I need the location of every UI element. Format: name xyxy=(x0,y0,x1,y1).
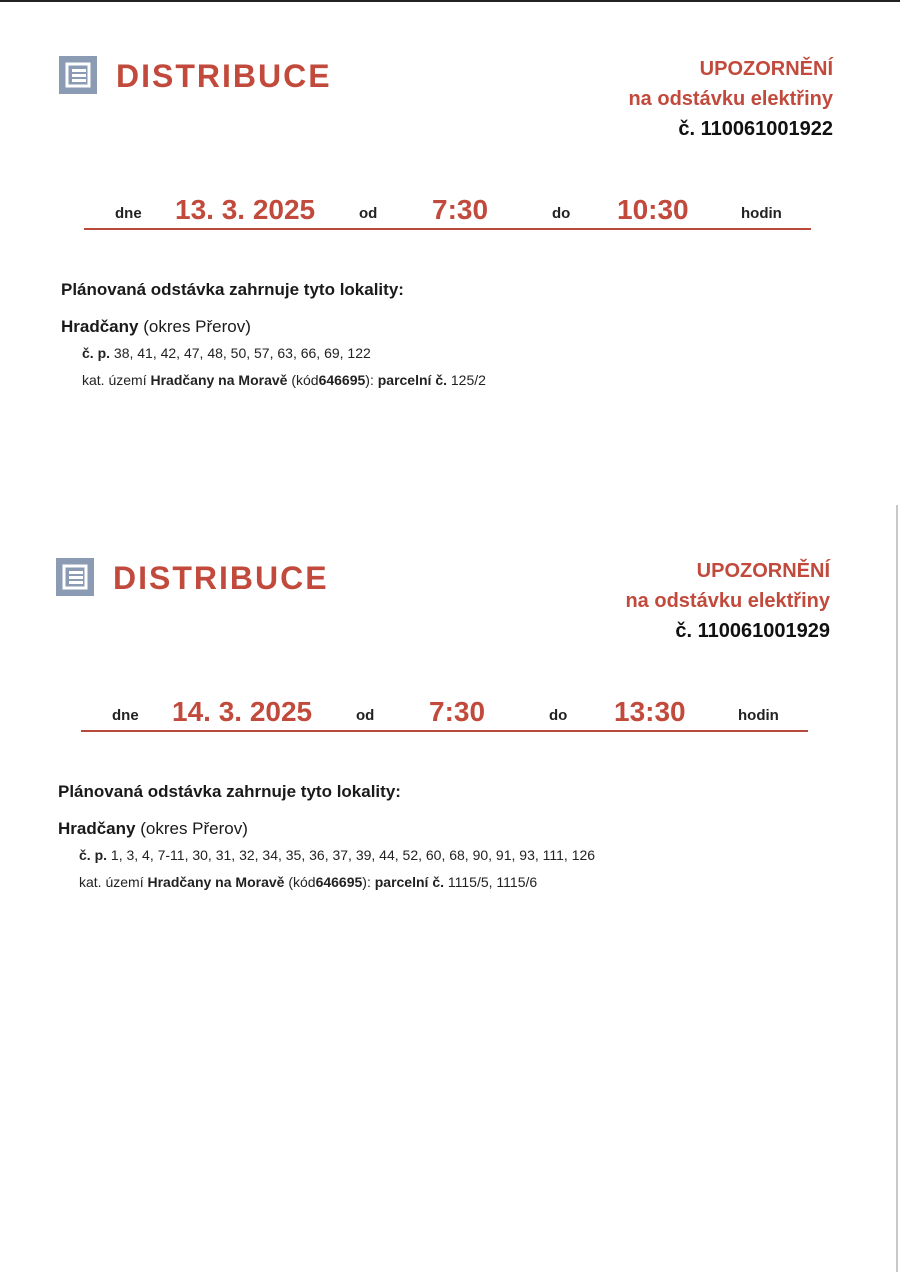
notice-subtitle: na odstávku elektřiny xyxy=(628,88,833,110)
time-from: 7:30 xyxy=(429,696,486,727)
time-from: 7:30 xyxy=(432,194,489,225)
notice-number: č. 110061001922 xyxy=(678,118,833,140)
do-label: do xyxy=(552,205,571,222)
kod-value: 646695 xyxy=(315,874,363,890)
outage-date: 14. 3. 2025 xyxy=(172,696,313,727)
planned-localities-heading: Plánovaná odstávka zahrnuje tyto lokality: xyxy=(58,782,401,801)
do-label: do xyxy=(549,707,568,724)
cp-label: č. p. xyxy=(79,847,108,863)
cp-label: č. p. xyxy=(82,345,111,361)
notice-heading xyxy=(628,54,833,144)
od-label: od xyxy=(356,707,375,724)
outage-notice-2 xyxy=(0,502,897,922)
outage-notice-1 xyxy=(0,0,900,420)
notice-title: UPOZORNĚNÍ xyxy=(696,560,830,582)
distribuce-logo-icon xyxy=(56,558,94,596)
locality-line xyxy=(58,819,248,839)
dne-label: dne xyxy=(115,205,142,222)
locality-name: Hradčany xyxy=(58,819,136,838)
time-row-underline xyxy=(84,228,811,230)
kod-open: (kód xyxy=(291,372,319,388)
locality-district: (okres Přerov) xyxy=(143,317,251,336)
dne-label: dne xyxy=(112,707,139,724)
outage-time-row xyxy=(84,190,811,230)
kod-value: 646695 xyxy=(318,372,366,388)
notice-title: UPOZORNĚNÍ xyxy=(699,58,833,80)
notice-heading xyxy=(625,556,830,646)
kat-name: Hradčany na Moravě xyxy=(147,874,285,890)
time-to: 13:30 xyxy=(614,696,686,727)
outage-date: 13. 3. 2025 xyxy=(175,194,316,225)
kat-prefix: kat. území xyxy=(79,874,144,890)
parcel-numbers: 1115/5, 1115/6 xyxy=(447,874,538,890)
parcel-label: parcelní č. xyxy=(374,874,444,890)
kod-close: ): xyxy=(362,874,371,890)
kat-name: Hradčany na Moravě xyxy=(150,372,288,388)
cp-numbers: 1, 3, 4, 7-11, 30, 31, 32, 34, 35, 36, 37, 39, 44, 52, 60, 68, 90, 91, 93, 111, 126 xyxy=(110,847,596,863)
brand-name: DISTRIBUCE xyxy=(116,58,332,94)
hodin-label: hodin xyxy=(738,707,779,724)
locality-line xyxy=(61,317,251,337)
kat-prefix: kat. území xyxy=(82,372,147,388)
time-to: 10:30 xyxy=(617,194,689,225)
cp-numbers: 38, 41, 42, 47, 48, 50, 57, 63, 66, 69, 122 xyxy=(113,345,371,361)
planned-localities-heading: Plánovaná odstávka zahrnuje tyto lokality: xyxy=(61,280,404,299)
notice-subtitle: na odstávku elektřiny xyxy=(625,590,830,612)
house-numbers-line xyxy=(79,847,595,863)
brand-name: DISTRIBUCE xyxy=(113,560,329,596)
cadastral-line xyxy=(82,372,486,388)
parcel-label: parcelní č. xyxy=(377,372,447,388)
house-numbers-line xyxy=(82,345,371,361)
kod-open: (kód xyxy=(288,874,316,890)
distribuce-logo-icon xyxy=(59,56,97,94)
locality-name: Hradčany xyxy=(61,317,139,336)
notice-number: č. 110061001929 xyxy=(675,620,830,642)
time-row-underline xyxy=(81,730,808,732)
od-label: od xyxy=(359,205,378,222)
cadastral-line xyxy=(79,874,537,890)
outage-time-row xyxy=(81,692,808,732)
hodin-label: hodin xyxy=(741,205,782,222)
locality-district: (okres Přerov) xyxy=(140,819,248,838)
parcel-numbers: 125/2 xyxy=(450,372,486,388)
kod-close: ): xyxy=(365,372,374,388)
